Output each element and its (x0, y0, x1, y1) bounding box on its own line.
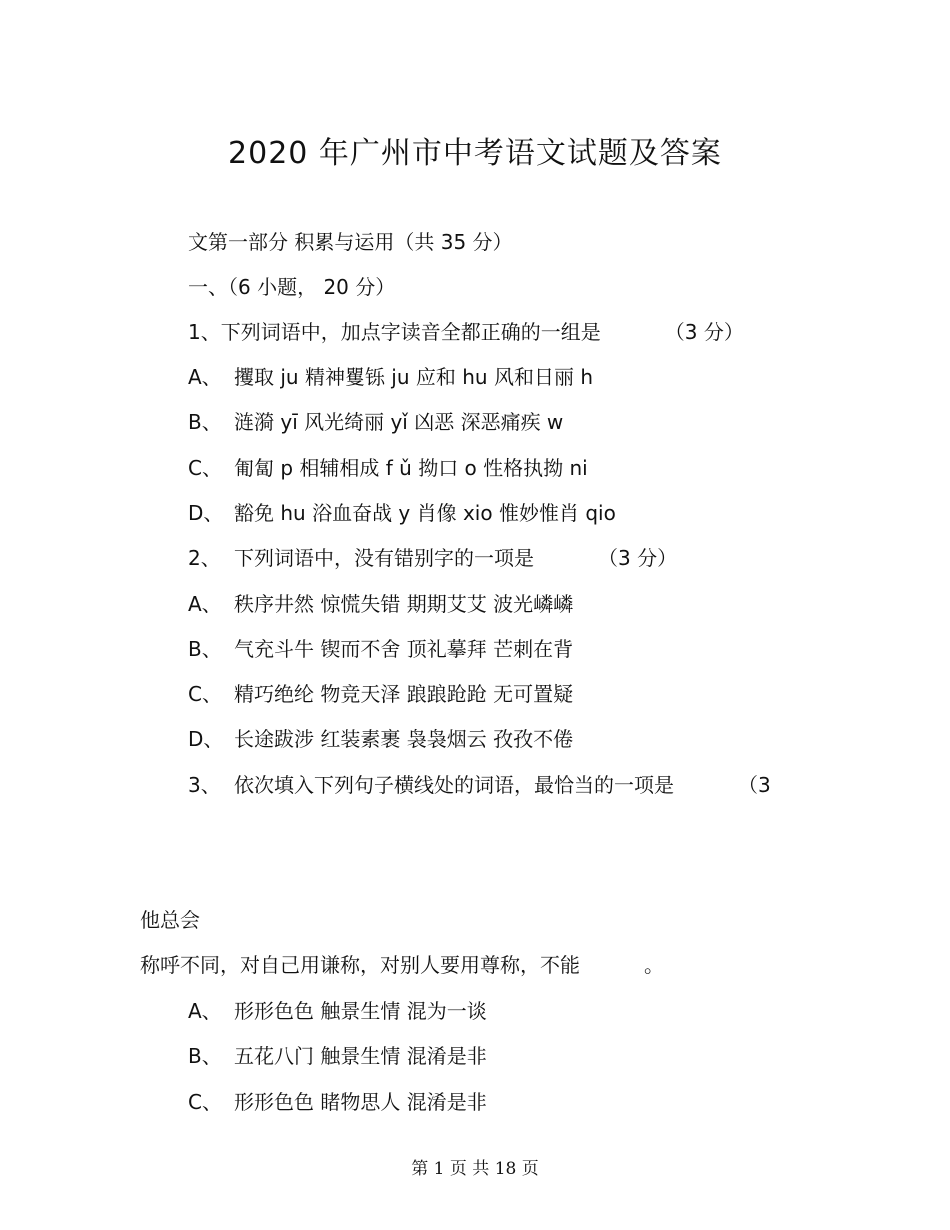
q1-option-b (188, 408, 563, 436)
question-score: （3 分） (664, 320, 744, 344)
q3-option-c (188, 1088, 487, 1116)
option-letter: C、 (188, 1090, 222, 1114)
question-stem: 1、下列词语中，加点字读音全都正确的一组是 (188, 320, 601, 344)
option-letter: B、 (188, 637, 222, 661)
question-score: （3 分） (598, 546, 678, 570)
q3-option-b (188, 1042, 487, 1070)
q3-option-a (188, 997, 487, 1025)
q1-option-d (188, 499, 616, 527)
q2-option-c (188, 680, 573, 708)
q1-option-a (188, 363, 593, 391)
option-letter: A、 (188, 999, 222, 1023)
option-letter: C、 (188, 682, 222, 706)
option-letter: A、 (188, 365, 222, 389)
q2-option-b (188, 635, 573, 663)
option-text: 五花八门 触景生情 混淆是非 (234, 1044, 487, 1068)
option-text: 气充斗牛 锲而不舍 顶礼摹拜 芒刺在背 (234, 637, 574, 661)
question-1 (188, 318, 744, 346)
option-text: 秩序井然 惊慌失错 期期艾艾 波光嶙嶙 (234, 592, 574, 616)
option-text: 长途跋涉 红装素裹 袅袅烟云 孜孜不倦 (234, 727, 574, 751)
question-score: （3 (738, 773, 771, 797)
option-letter: D、 (188, 727, 224, 751)
option-letter: B、 (188, 410, 222, 434)
q2-option-a (188, 590, 573, 618)
question-number: 2、 (188, 546, 221, 570)
question-number: 3、 (188, 773, 221, 797)
part-heading: 文第一部分 积累与运用（共 35 分） (188, 230, 513, 254)
option-letter: D、 (188, 501, 224, 525)
q2-option-d (188, 725, 573, 753)
question-stem: 下列词语中，没有错别字的一项是 (234, 546, 534, 570)
option-text: 精巧绝纶 物竞天泽 踉踉跄跄 无可置疑 (234, 682, 574, 706)
option-text: 攫取 ju 精神矍铄 ju 应和 hu 风和日丽 h (234, 365, 593, 389)
question-stem: 依次填入下列句子横线处的词语，最恰当的一项是 (234, 773, 674, 797)
option-text: 形形色色 睹物思人 混淆是非 (234, 1090, 487, 1114)
q3-passage-line-2 (140, 951, 664, 979)
q3-passage-line-1: 他总会 (140, 908, 200, 932)
page-footer: 第 1 页 共 18 页 (411, 1159, 539, 1179)
option-text: 豁免 hu 浴血奋战 y 肖像 xio 惟妙惟肖 qio (234, 501, 616, 525)
question-3 (188, 771, 771, 799)
page-title: 2020 年广州市中考语文试题及答案 (228, 136, 722, 171)
option-letter: C、 (188, 456, 222, 480)
question-2 (188, 544, 677, 572)
q1-option-c (188, 454, 588, 482)
option-text: 形形色色 触景生情 混为一谈 (234, 999, 487, 1023)
option-letter: A、 (188, 592, 222, 616)
option-text: 涟漪 yī 风光绮丽 yǐ 凶恶 深恶痛疾 w (234, 410, 564, 434)
option-letter: B、 (188, 1044, 222, 1068)
passage-text: 称呼不同，对自己用谦称，对别人要用尊称，不能 (140, 953, 580, 977)
section-heading: 一、（6 小题， 20 分） (188, 275, 396, 299)
option-text: 匍匐 p 相辅相成 f ǔ 拗口 o 性格执拗 ni (234, 456, 588, 480)
passage-end: 。 (644, 953, 664, 977)
